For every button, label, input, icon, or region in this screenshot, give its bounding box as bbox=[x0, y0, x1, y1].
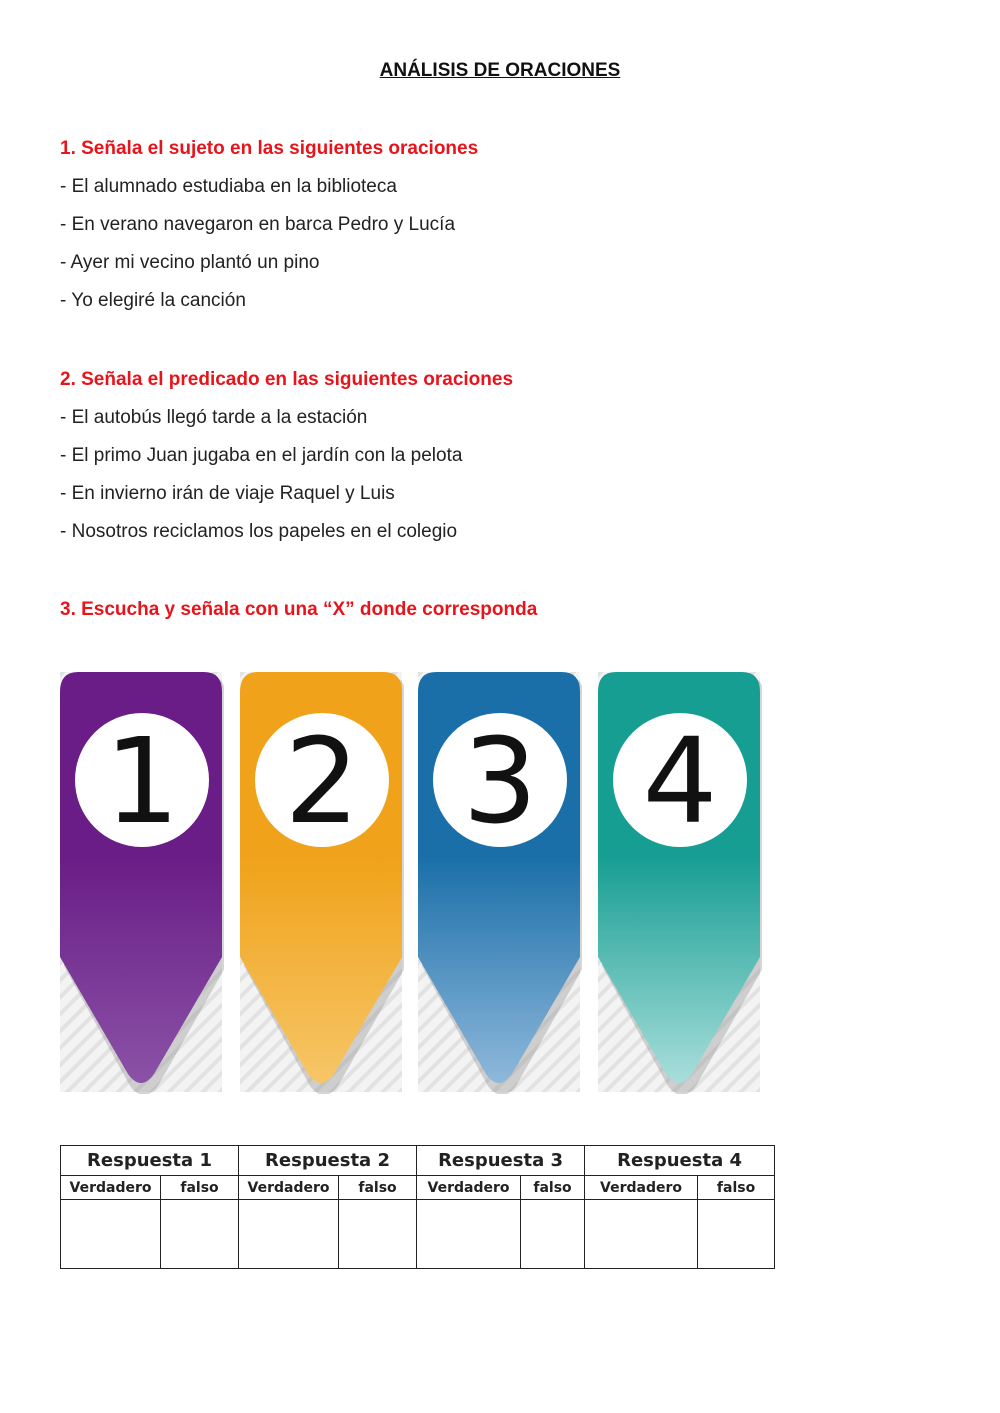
marker-3 bbox=[418, 672, 582, 1094]
marker-graphic bbox=[240, 672, 404, 1094]
section-heading: 3. Escucha y señala con una “X” donde corresponda bbox=[60, 599, 538, 620]
false-column-header: falso bbox=[161, 1176, 239, 1200]
answer-header-2: Respuesta 2 bbox=[239, 1146, 417, 1176]
answer-header-4: Respuesta 4 bbox=[585, 1146, 775, 1176]
marker-graphic bbox=[60, 672, 224, 1094]
answer-cell-3-false[interactable] bbox=[521, 1200, 585, 1269]
list-item: - El autobús llegó tarde a la estación bbox=[60, 407, 368, 428]
answer-cell-3-true[interactable] bbox=[417, 1200, 521, 1269]
true-column-header: Verdadero bbox=[239, 1176, 339, 1200]
marker-number: 3 bbox=[462, 712, 538, 850]
list-item: - En verano navegaron en barca Pedro y Lucía bbox=[60, 214, 456, 235]
list-item: - Nosotros reciclamos los papeles en el colegio bbox=[60, 521, 458, 542]
answer-header-1: Respuesta 1 bbox=[61, 1146, 239, 1176]
answers-table bbox=[60, 1145, 775, 1269]
list-item: - Ayer mi vecino plantó un pino bbox=[60, 252, 320, 273]
true-column-header: Verdadero bbox=[61, 1176, 161, 1200]
list-item: - El alumnado estudiaba en la biblioteca bbox=[60, 176, 397, 197]
answer-cell-1-true[interactable] bbox=[61, 1200, 161, 1269]
false-column-header: falso bbox=[339, 1176, 417, 1200]
false-column-header: falso bbox=[521, 1176, 585, 1200]
marker-number: 2 bbox=[284, 712, 360, 850]
marker-number: 4 bbox=[642, 712, 718, 850]
true-column-header: Verdadero bbox=[585, 1176, 698, 1200]
marker-2 bbox=[240, 672, 404, 1094]
answer-cell-2-false[interactable] bbox=[339, 1200, 417, 1269]
number-markers bbox=[60, 672, 760, 1094]
true-column-header: Verdadero bbox=[417, 1176, 521, 1200]
answer-cell-4-false[interactable] bbox=[698, 1200, 775, 1269]
marker-graphic bbox=[418, 672, 582, 1094]
section-listen bbox=[60, 598, 940, 622]
section-predicate bbox=[60, 368, 940, 544]
answer-cell-1-false[interactable] bbox=[161, 1200, 239, 1269]
list-item: - En invierno irán de viaje Raquel y Luis bbox=[60, 483, 395, 504]
section-heading: 2. Señala el predicado en las siguientes oraciones bbox=[60, 369, 514, 390]
marker-graphic bbox=[598, 672, 762, 1094]
page-title: ANÁLISIS DE ORACIONES bbox=[379, 60, 621, 81]
section-heading: 1. Señala el sujeto en las siguientes oraciones bbox=[60, 138, 479, 159]
section-subject bbox=[60, 137, 940, 313]
list-item: - Yo elegiré la canción bbox=[60, 290, 246, 311]
marker-number: 1 bbox=[104, 712, 180, 850]
marker-1 bbox=[60, 672, 224, 1094]
answer-cell-4-true[interactable] bbox=[585, 1200, 698, 1269]
answer-cell-2-true[interactable] bbox=[239, 1200, 339, 1269]
answer-header-3: Respuesta 3 bbox=[417, 1146, 585, 1176]
marker-4 bbox=[598, 672, 762, 1094]
false-column-header: falso bbox=[698, 1176, 775, 1200]
list-item: - El primo Juan jugaba en el jardín con la pelota bbox=[60, 445, 463, 466]
